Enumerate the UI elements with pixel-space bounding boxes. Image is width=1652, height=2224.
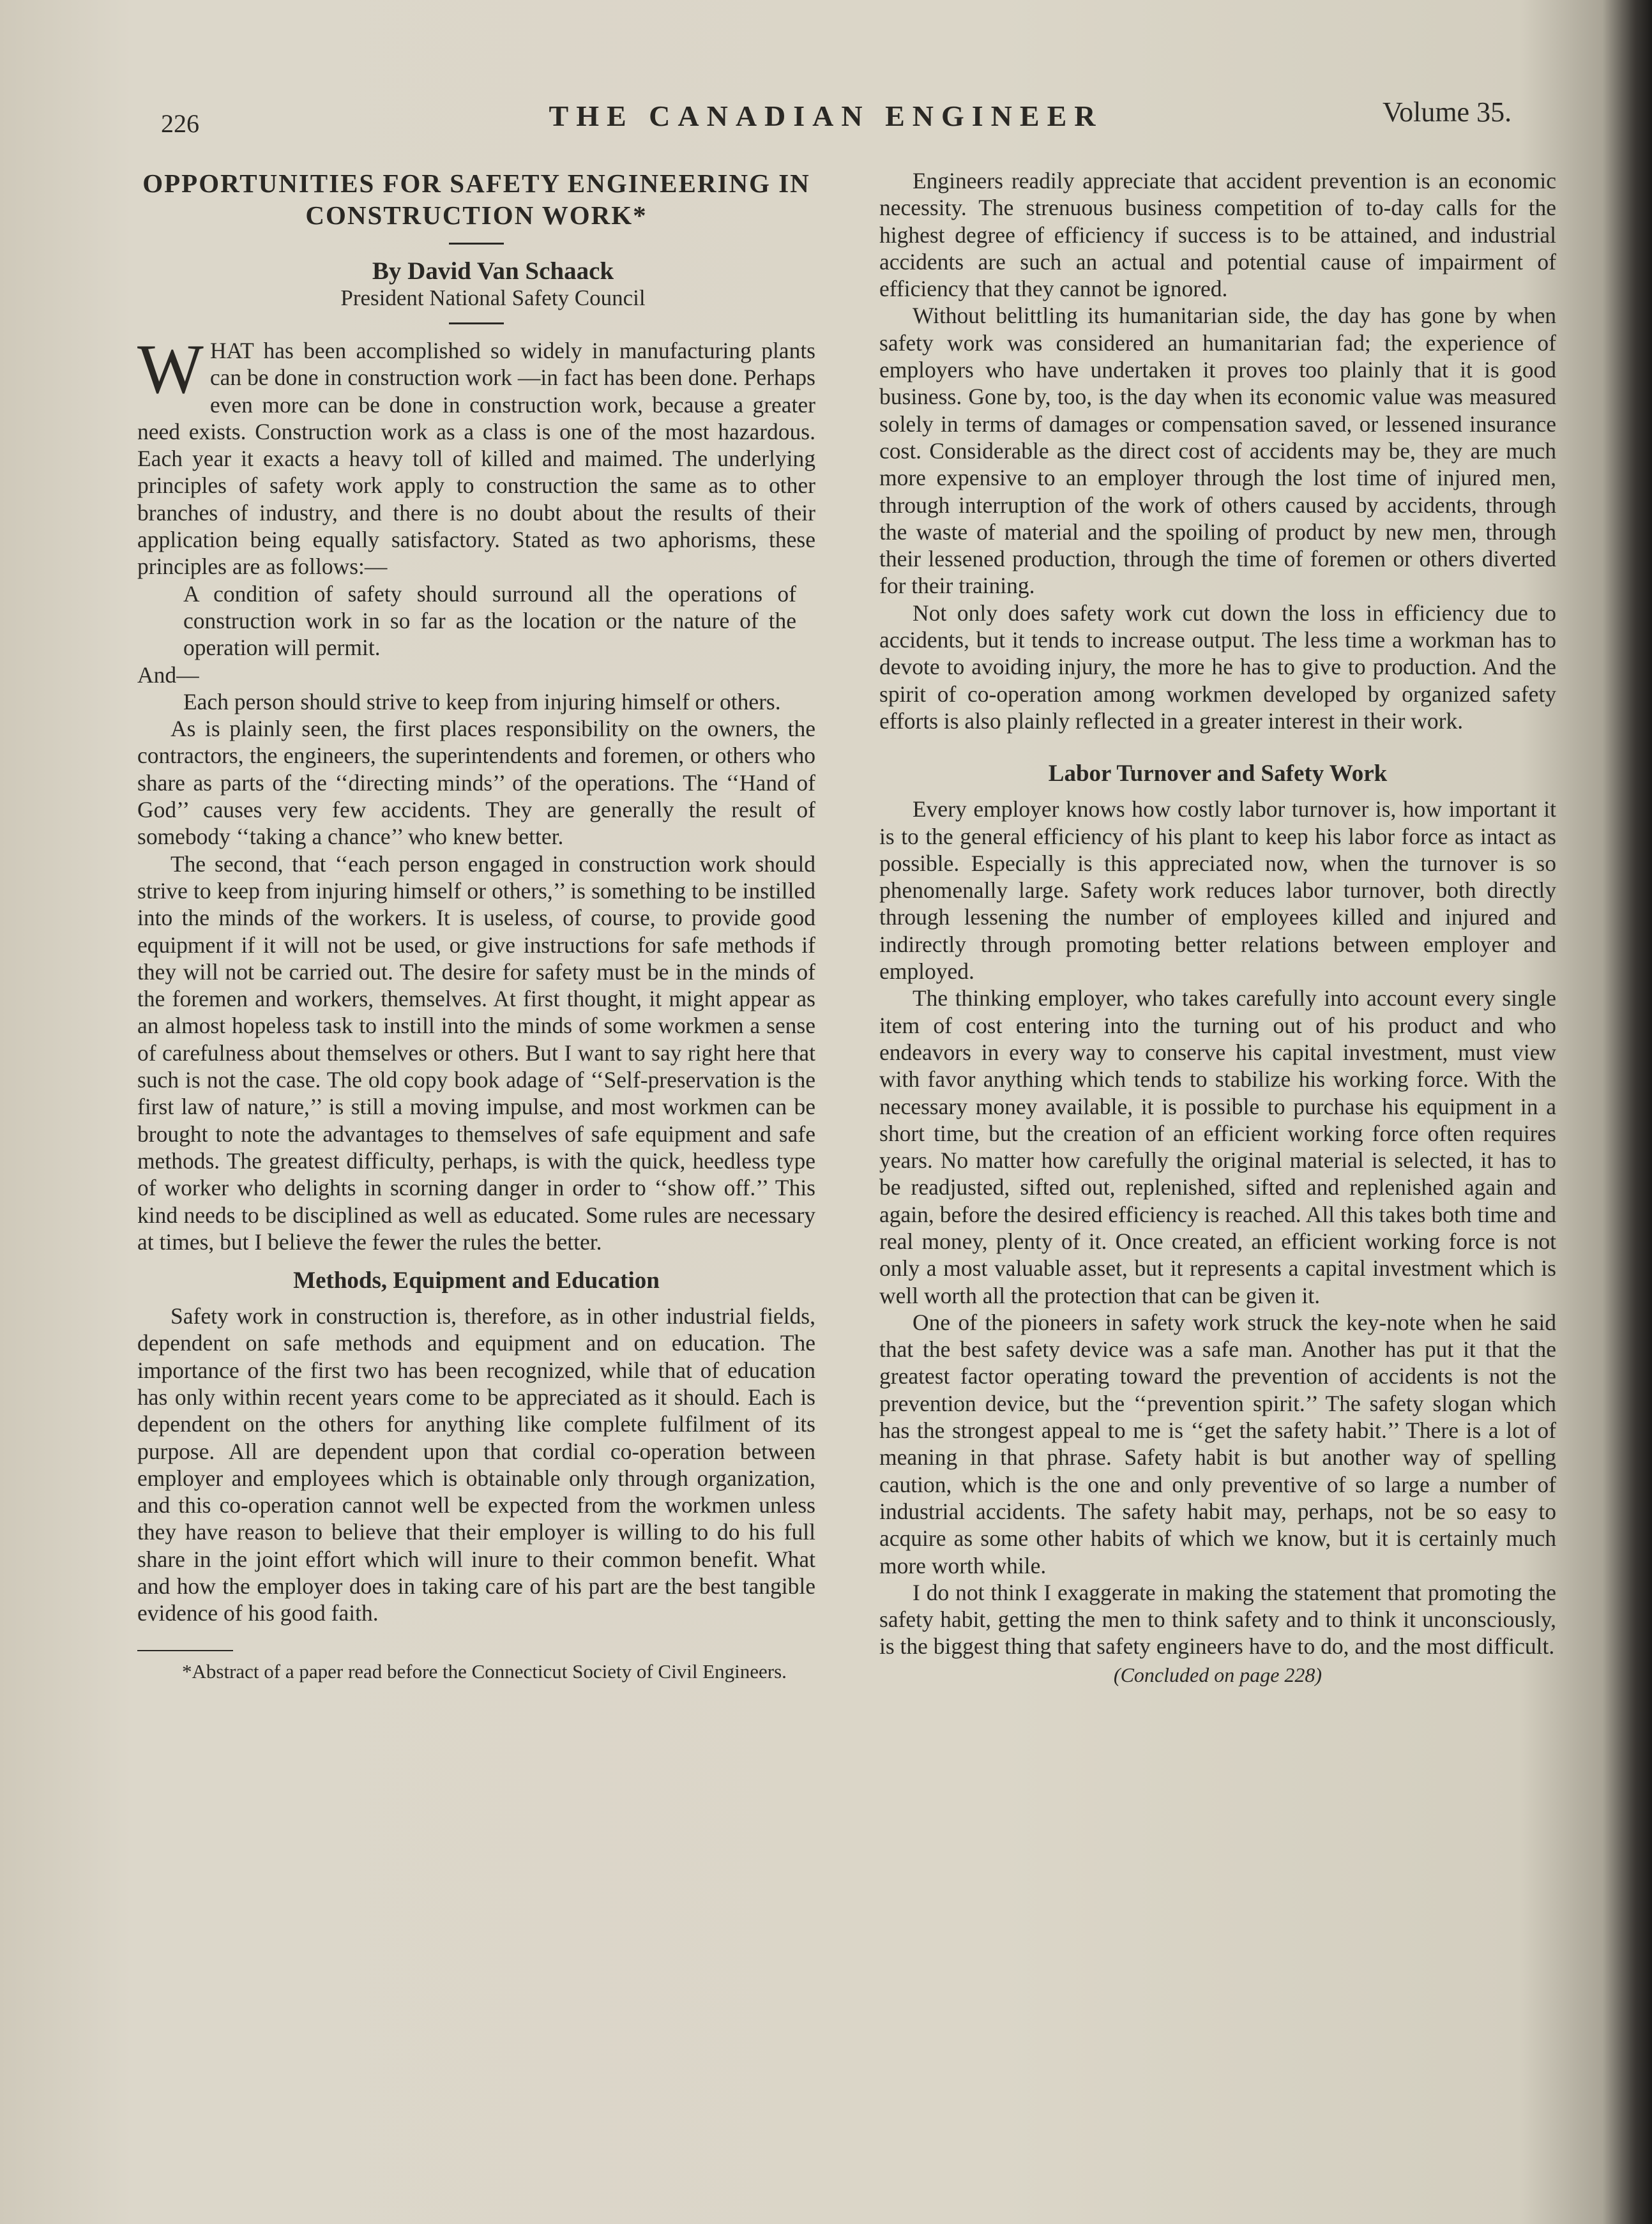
continued-note: (Concluded on page 228) xyxy=(1113,1663,1322,1686)
body-paragraph: Without belittling its humanitarian side, the day has gone by when safety work was considered an humanitarian fad; the experience of employers who have undertaken it proves too plainly that it is good business. Gone by, too, is the day when its economic value was measured solely in terms of damages or compensation saved, or lessened insurance cost. Considerable as the direct cost of accidents may be, they are much more expensive to an employer through the lost time of injured men, through interruption of the work of others caused by accidents, through the waste of material and the spoiling of product by new men, through their lessened production, through the time of foremen or others diverted for their training. xyxy=(879,303,1556,599)
aphorism-2: Each person should strive to keep from injuring himself or others. xyxy=(183,688,781,715)
left-column xyxy=(137,167,815,1683)
running-head xyxy=(0,96,1652,138)
body-paragraph: Not only does safety work cut down the loss in efficiency due to accidents, but it tends to increase output. The less time a workman has to devote to avoiding injury, the more he has to give to production. And the spirit of co-operation among workmen developed by organized safety efforts is also plainly reflected in a greater interest in their work. xyxy=(879,600,1556,734)
page-number: 226 xyxy=(161,109,199,138)
volume-label: Volume 35. xyxy=(1383,96,1512,128)
footnote: *Abstract of a paper read before the Connecticut Society of Civil Engineers. xyxy=(182,1660,787,1683)
body-paragraph: One of the pioneers in safety work struck the key-note when he said that the best safety device was a safe man. Another has put it that the greatest factor operating toward the prevention of accidents is not the prevention device, but the ‘‘prevention spirit.’’ The safety slogan which has the strongest appeal to me is ‘‘get the safety habit.’’ There is a lot of meaning in that phrase. Safety habit is but another way of spelling caution, which is the one and only preventive of so large a number of industrial accidents. The safety habit may, perhaps, not be so easy to acquire as some other habits of which we know, but it is certainly much more worth while. xyxy=(879,1309,1556,1578)
body-paragraph: Safety work in construction is, therefore, as in other industrial fields, dependent on safe methods and equipment and on education. The importance of the first two has been recognized, while that of education has only within recent years come to be appreciated as it should. Each is dependent on the others for anything like complete fulfilment of its purpose. All are dependent upon that cordial co-operation between employer and employees which is obtainable only through organization, and this co-operation cannot well be expected from the workmen unless they have reason to believe that their employer is willing to do his full share in the joint effort which will inure to their common benefit. What and how the employer does in taking care of his part are the best tangible evidence of his good faith. xyxy=(137,1303,815,1626)
byline-rule xyxy=(449,322,504,324)
author-affiliation: President National Safety Council xyxy=(340,285,646,310)
body-paragraph: The second, that ‘‘each person engaged in construction work should strive to keep from injuring himself or others,’’ is something to be instilled into the minds of the workers. It is useless, of course, to provide good equipment if it will not be used, or give instructions for safe methods if they will not be carried out. The desire for safety must be in the minds of the foremen and workers, themselves. At first thought, it might appear as an almost hopeless task to instill into the minds of some workmen a sense of carefulness about themselves or others. But I want to say right here that such is not the case. The old copy book adage of ‘‘Self-preservation is the first law of nature,’’ is still a moving impulse, and most workmen can be brought to note the advantages to themselves of safe equipment and safe methods. The greatest difficulty, perhaps, is with the quick, heedless type of worker who delights in scorning danger in order to ‘‘show off.’’ This kind needs to be disciplined as well as educated. Some rules are necessary at times, but I believe the fewer the rules the better. xyxy=(137,851,815,1255)
lead-text: HAT has been accomplished so widely in manufacturing plants can be done in construction work —in fact has been done. Perhaps even more can be done in construction work, because a greater need exists. Construction work as a class is one of the most hazardous. Each year it exacts a heavy toll of killed and maimed. The underlying principles of safety work apply to construction the same as to other branches of industry, and there is no doubt about the results of their application being equally satisfactory. Stated as two aphorisms, these principles are as follows:— xyxy=(137,338,815,580)
subheading: Labor Turnover and Safety Work xyxy=(1048,760,1388,787)
journal-title: THE CANADIAN ENGINEER xyxy=(549,100,1103,132)
article-title: OPPORTUNITIES FOR SAFETY ENGINEERING IN CONSTRUCTION WORK* xyxy=(142,169,810,230)
aphorism-1: A condition of safety should surround all the operations of construction work in so far as the location or the nature of the operation will permit. xyxy=(183,580,796,661)
body-paragraph: Every employer knows how costly labor turnover is, how important it is to the general efficiency of his plant to keep his labor force as intact as possible. Especially is this appreciated now, when the turnover is so phenomenally large. Safety work reduces labor turnover, both directly through lessening the number of employees killed and injured and indirectly through promoting better relations between employer and employed. xyxy=(879,796,1556,985)
and-label: And— xyxy=(137,662,199,688)
lead-paragraph xyxy=(137,330,815,580)
drop-cap: W xyxy=(137,330,204,408)
byline: By David Van Schaack xyxy=(372,257,614,285)
body-paragraph: Engineers readily appreciate that accident prevention is an economic necessity. The strenuous business competition of to-day calls for the highest degree of efficiency if success is to be attained, and industrial accidents are such an actual and potential cause of impairment of efficiency that they cannot be ignored. xyxy=(879,168,1556,302)
body-paragraph: I do not think I exaggerate in making the statement that promoting the safety habit, getting the men to think safety and to think it unconsciously, is the biggest thing that safety engineers have to do, and the most difficult. xyxy=(879,1579,1556,1660)
body-paragraph: As is plainly seen, the first places responsibility on the owners, the contractors, the engineers, the superintendents and foremen, or others who share as parts of the ‘‘directing minds’’ of the operations. The ‘‘Hand of God’’ causes very few accidents. They are generally the result of somebody ‘‘taking a chance’’ who knew better. xyxy=(137,716,815,850)
title-rule xyxy=(449,243,504,245)
footnote-rule xyxy=(137,1650,233,1651)
subheading: Methods, Equipment and Education xyxy=(293,1267,660,1294)
body-paragraph: The thinking employer, who takes carefully into account every single item of cost entering into the turning out of his product and who endeavors in every way to conserve his capital investment, must view with favor anything which tends to stabilize his working force. With the necessary money available, it is possible to purchase his equipment in a short time, but the creation of an efficient working force often requires years. No matter how carefully the original material is selected, it has to be readjusted, sifted out, replenished, sifted and replenished again and again, before the desired efficiency is reached. All this takes both time and real money, plenty of it. Once created, an efficient working force is not only a most valuable asset, but it represents a capital investment which is well worth all the protection that can be given it. xyxy=(879,985,1556,1308)
right-column xyxy=(879,167,1556,1688)
